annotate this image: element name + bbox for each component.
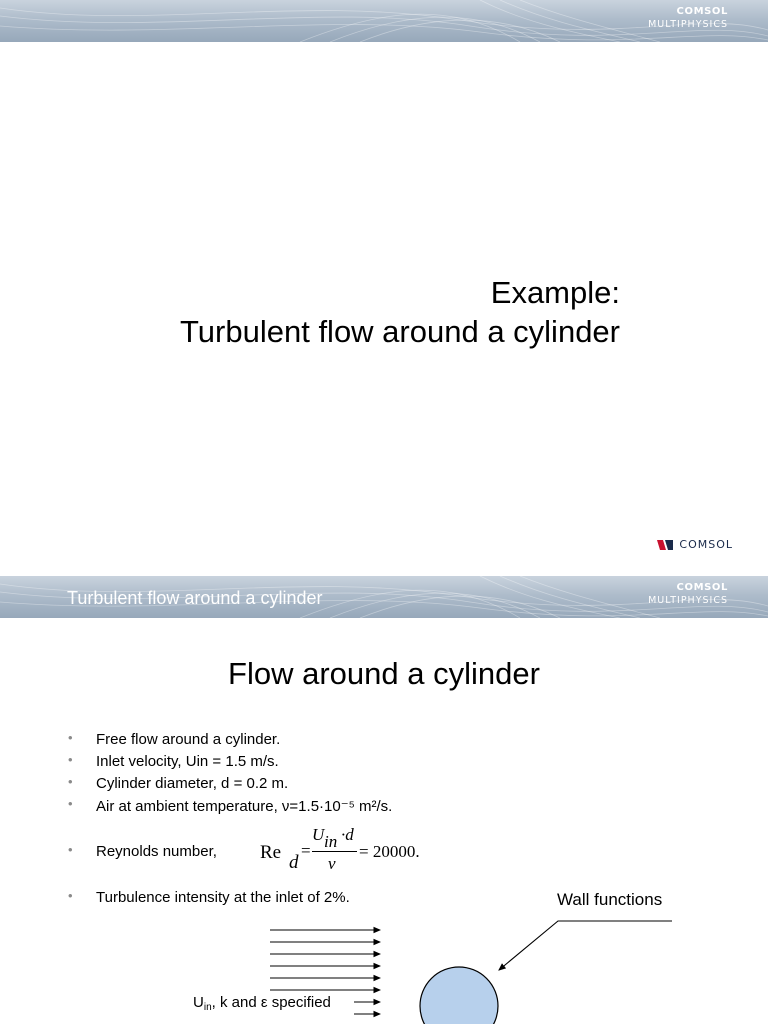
- slide-2: [0, 576, 768, 1024]
- eq-equals: =: [301, 841, 311, 860]
- header-banner: [0, 0, 768, 42]
- logo-line-multiphysics: MULTIPHYSICS: [648, 19, 728, 30]
- banner-title: Turbulent flow around a cylinder: [67, 588, 323, 608]
- bullet-text: Free flow around a cylinder.: [96, 731, 281, 748]
- slide-title-line-2: Turbulent flow around a cylinder: [180, 314, 620, 349]
- inlet-label-tail: , k and ε specified: [211, 994, 331, 1011]
- comsol-multiphysics-logo: [648, 7, 728, 30]
- comsol-footer-word: COMSOL: [679, 538, 733, 551]
- eq-numerator-sub: in: [324, 832, 338, 851]
- eq-lhs-sub: d: [289, 852, 299, 873]
- logo-line-comsol: COMSOL: [676, 6, 728, 17]
- bullet-text: Reynolds number,: [96, 843, 217, 860]
- eq-numerator: U: [312, 825, 325, 844]
- bullet-dot-icon: •: [68, 730, 73, 745]
- bullet-text: Cylinder diameter, d = 0.2 m.: [96, 775, 289, 792]
- bullet-dot-icon: •: [68, 888, 73, 903]
- bullet-dot-icon: •: [68, 752, 73, 767]
- slide-title: Flow around a cylinder: [228, 656, 540, 691]
- flow-diagram: [0, 576, 768, 1024]
- slide-title-line-1: Example:: [490, 275, 620, 310]
- bullet-text: Turbulence intensity at the inlet of 2%.: [96, 889, 350, 906]
- comsol-mark-icon: [657, 540, 673, 550]
- bullet-dot-icon: •: [68, 796, 73, 811]
- inlet-conditions-label: [193, 994, 331, 1013]
- eq-numerator-tail: ·d: [341, 825, 354, 844]
- logo-line-multiphysics: MULTIPHYSICS: [648, 595, 728, 606]
- inlet-label-sub: in: [203, 1002, 212, 1013]
- eq-rhs: = 20000.: [359, 842, 420, 861]
- bullet-dot-icon: •: [68, 774, 73, 789]
- wall-functions-label: Wall functions: [557, 890, 663, 909]
- logo-line-comsol: COMSOL: [676, 582, 728, 593]
- inlet-label-main: U: [193, 994, 204, 1011]
- eq-lhs: Re: [260, 842, 282, 863]
- wall-functions-pointer: [499, 921, 672, 970]
- bullet-text: Air at ambient temperature, ν=1.5·10⁻⁵ m²/s.: [96, 798, 393, 815]
- bullet-text: Inlet velocity, Uin = 1.5 m/s.: [96, 753, 279, 770]
- comsol-footer-logo: [657, 538, 733, 551]
- bullet-dot-icon: •: [68, 842, 73, 857]
- cylinder-shape: [420, 967, 498, 1024]
- eq-denominator: ν: [328, 854, 336, 873]
